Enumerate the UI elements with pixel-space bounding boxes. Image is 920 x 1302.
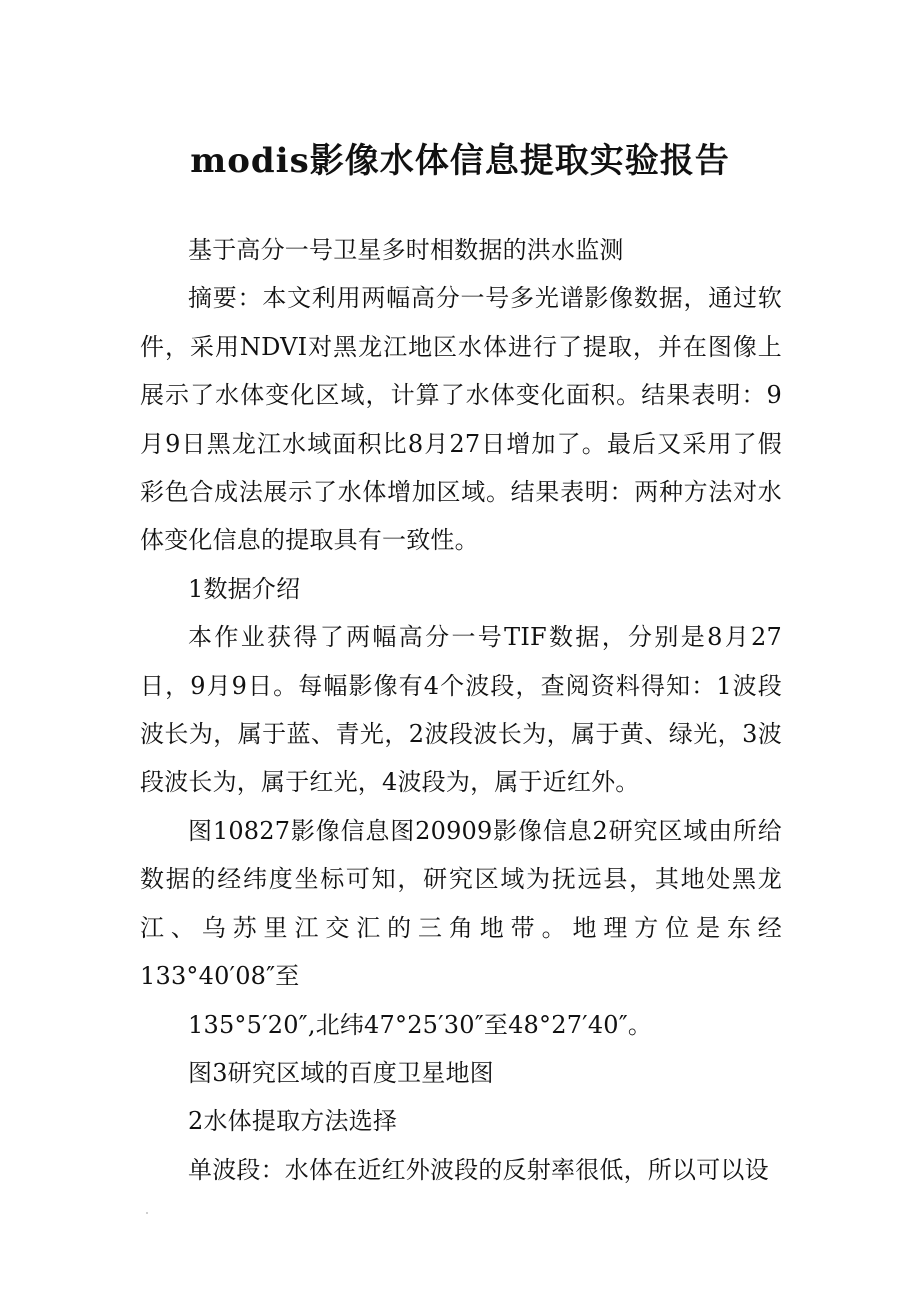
section-heading-method: 2水体提取方法选择 [188,1107,398,1136]
study-area-paragraph: 图10827影像信息图20909影像信息2研究区域由所给数据的经纬度坐标可知，研究区域为抚远县，其地处黑龙江、乌苏里江交汇的三角地带。地理方位是东经133°40′08″至 [140,816,782,991]
coordinates-paragraph: 135°5′20″,北纬47°25′30″至48°27′40″。 [188,1010,653,1039]
scan-speck [146,1212,148,1214]
abstract-paragraph: 摘要：本文利用两幅高分一号多光谱影像数据，通过软件，采用NDVI对黑龙江地区水体进行了提取，并在图像上展示了水体变化区域，计算了水体变化面积。结果表明：9月9日黑龙江水域面积比8月27日增加了。最后又采用了假彩色合成法展示了水体增加区域。结果表明：两种方法对水体变化信息的提取具有一致性。 [140,284,782,555]
document-body [140,226,782,1194]
document-title: modis影像水体信息提取实验报告 [190,140,730,181]
single-band-paragraph: 单波段：水体在近红外波段的反射率很低，所以可以设 [188,1155,769,1184]
section-heading-data-intro: 1数据介绍 [188,574,301,603]
figure-caption: 图3研究区域的百度卫星地图 [188,1058,494,1087]
subtitle-paragraph: 基于高分一号卫星多时相数据的洪水监测 [188,236,624,264]
data-description-paragraph: 本作业获得了两幅高分一号TIF数据，分别是8月27日，9月9日。每幅影像有4个波段，查阅资料得知：1波段波长为，属于蓝、青光，2波段波长为，属于黄、绿光，3波段波长为，属于红光，4波段为，属于近红外。 [140,623,782,797]
